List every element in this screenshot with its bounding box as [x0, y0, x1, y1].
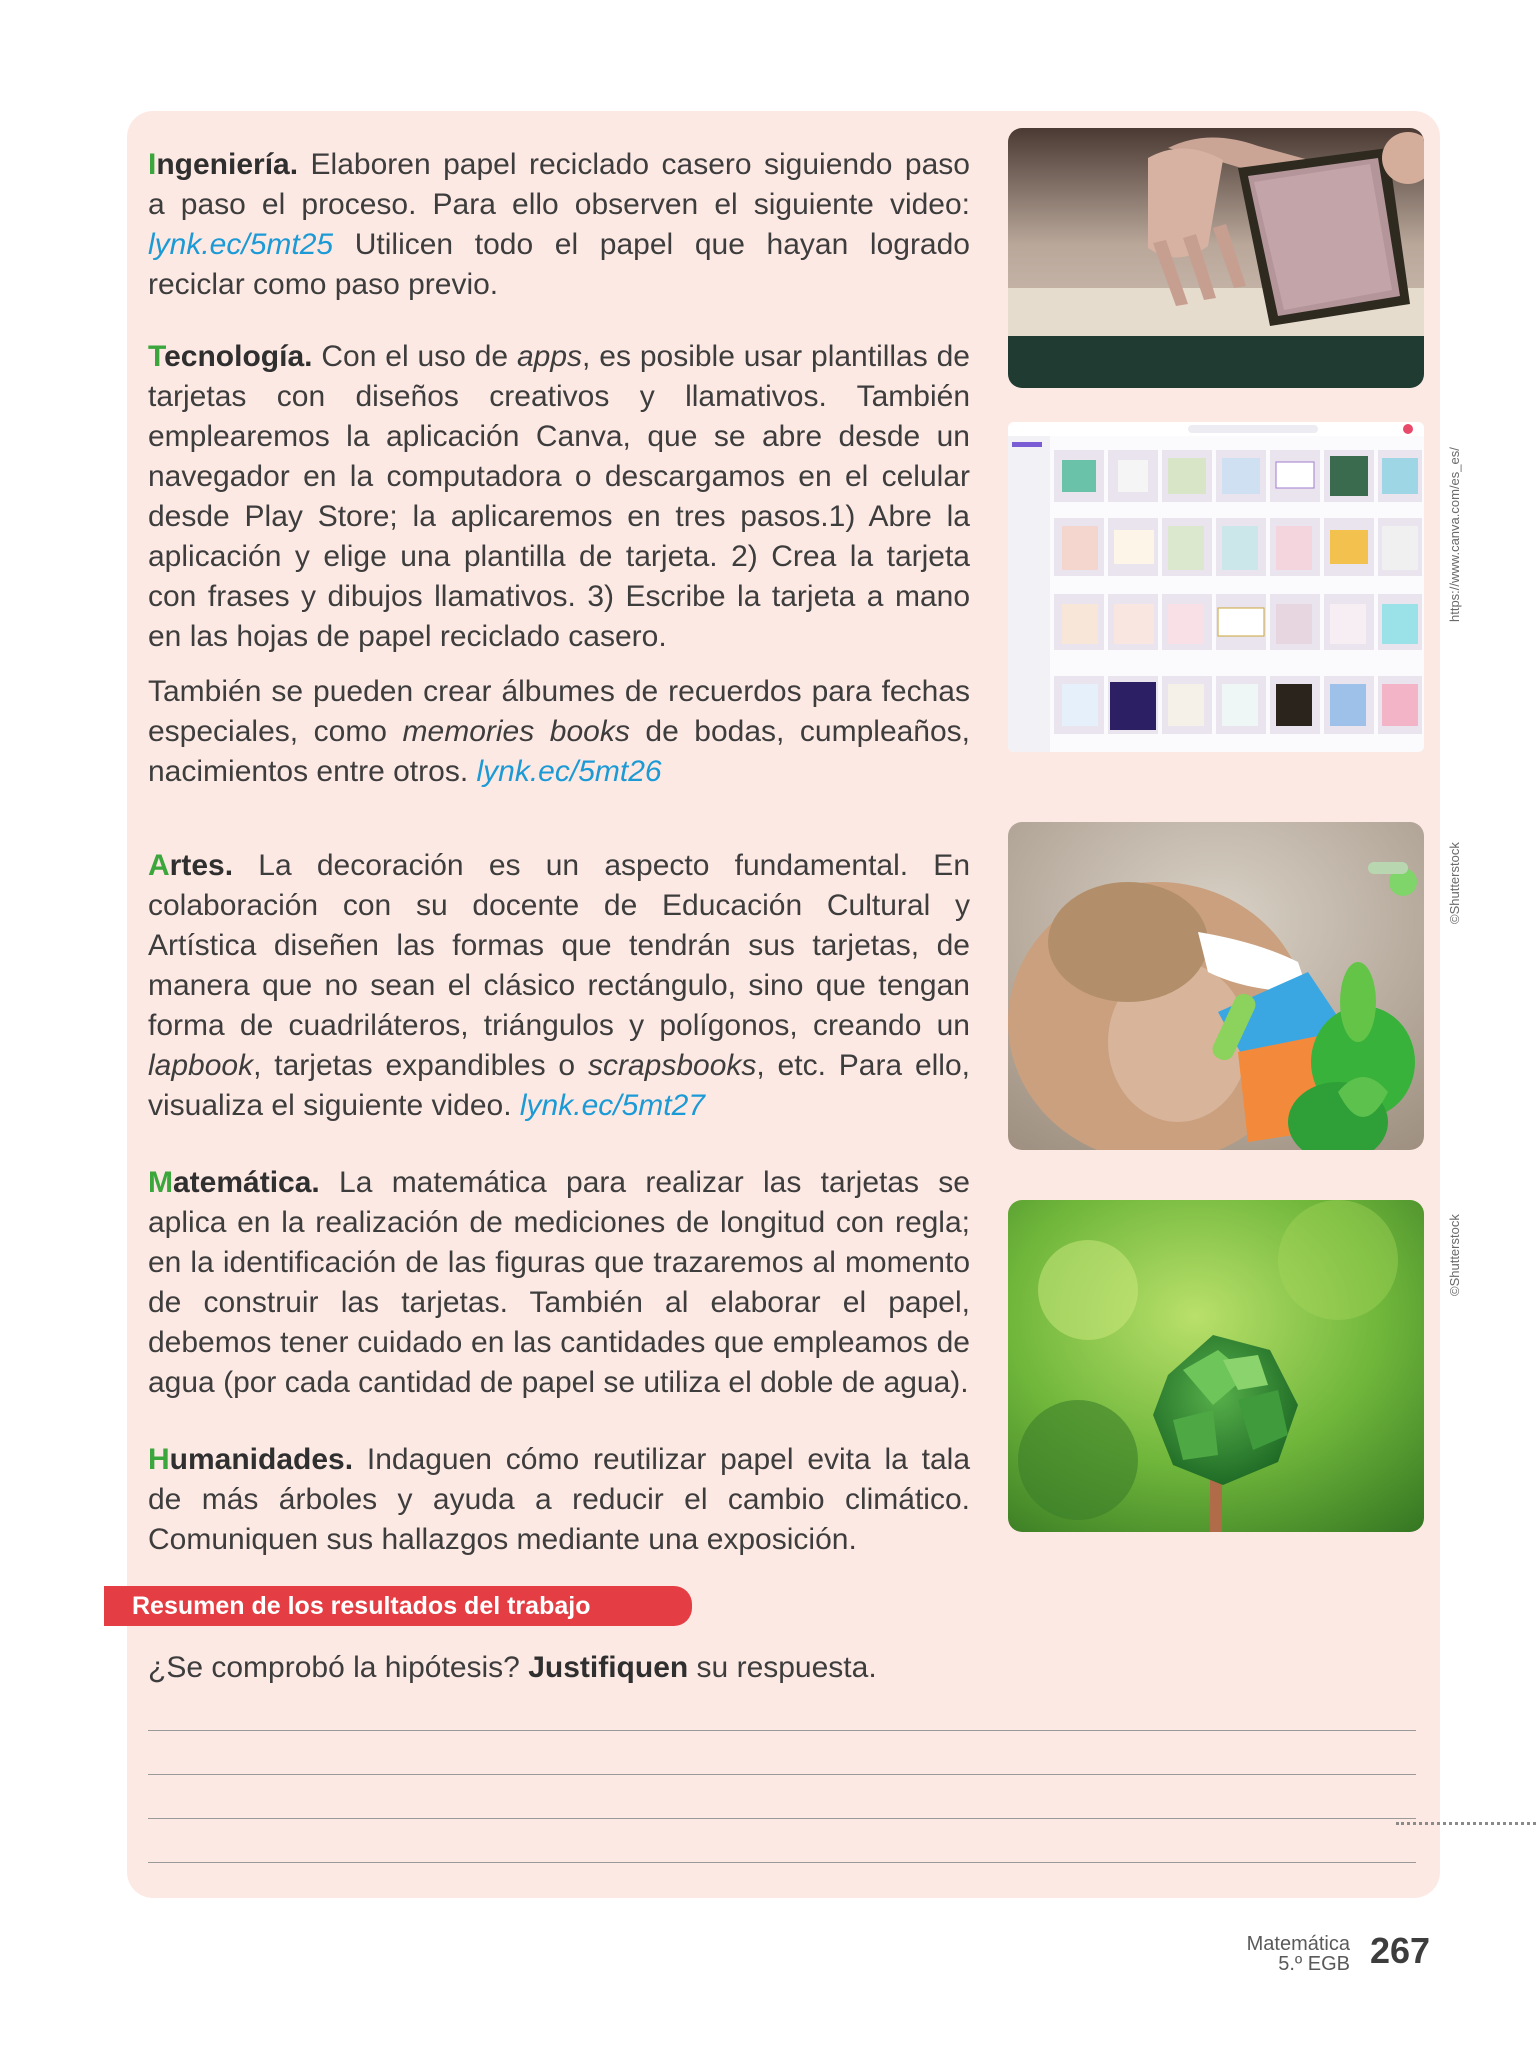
artes-heading: [148, 849, 233, 882]
page-number: 267: [1370, 1930, 1431, 1971]
matematica-paragraph: [148, 1163, 970, 1403]
ingenieria-text-1: Elaboren papel reciclado casero siguiendo paso a paso el proceso. Para ello observen el siguiente video:: [148, 148, 970, 221]
artes-paragraph: [148, 846, 970, 1126]
ingenieria-text-2: Utilicen todo el papel que hayan logrado reciclar como paso previo.: [148, 228, 970, 301]
question-text-2: su respuesta.: [688, 1651, 877, 1684]
answer-line-4[interactable]: [148, 1862, 1416, 1863]
canva-templates-screenshot: [1008, 422, 1424, 752]
albumes-text-2: de bodas, cumpleaños, nacimientos entre otros.: [148, 715, 971, 788]
artes-initial: A: [148, 849, 170, 882]
artes-em-lapbook: lapbook: [148, 1049, 254, 1082]
artes-text-1: La decoración es un aspecto fundamental. En colaboración con su docente de Educación Cultural y Artística diseñen las formas que tendrán sus tarjetas, de manera que no sean el clásico rectángulo, sino que tengan forma de cuadriláteros, triángulos y polígonos, creando un: [148, 849, 970, 1042]
question-text-1: ¿Se comprobó la hipótesis?: [148, 1651, 529, 1684]
green-paper-photo: [1008, 1200, 1424, 1532]
albumes-link[interactable]: lynk.ec/5mt26: [476, 755, 662, 788]
albumes-paragraph: [148, 672, 970, 792]
footer-subject: Matemática: [1246, 1933, 1350, 1955]
artes-em-scrapsbooks: scrapsbooks: [587, 1049, 757, 1082]
shutterstock-credit-2: ©Shutterstock: [1447, 1214, 1462, 1296]
tecnologia-initial: T: [148, 340, 165, 373]
artes-text-2: , tarjetas expandibles o: [253, 1049, 588, 1082]
ingenieria-title: ngeniería.: [156, 148, 299, 181]
question-bold: Justifiquen: [528, 1651, 689, 1684]
tecnologia-em-apps: apps: [516, 340, 583, 373]
matematica-title: atemática.: [173, 1166, 320, 1199]
humanidades-text-1: Indaguen cómo reutilizar papel evita la tala de más árboles y ayuda a reducir el cambio climático. Comuniquen sus hallazgos mediante una exposición.: [148, 1443, 970, 1556]
canva-credit: https://www.canva.com/es_es/: [1447, 447, 1462, 622]
artes-link[interactable]: lynk.ec/5mt27: [519, 1089, 705, 1122]
matematica-initial: M: [148, 1166, 173, 1199]
humanidades-initial: H: [148, 1443, 170, 1476]
tecnologia-title: ecnología.: [164, 340, 313, 373]
matematica-heading: [148, 1166, 320, 1199]
shutterstock-credit-1: ©Shutterstock: [1447, 842, 1462, 924]
footer-grade: 5.º EGB: [1278, 1953, 1350, 1975]
artes-title: rtes.: [169, 849, 234, 882]
ingenieria-link[interactable]: lynk.ec/5mt25: [148, 228, 334, 261]
resumen-banner: Resumen de los resultados del trabajo: [104, 1586, 692, 1626]
albumes-em-memories: memories books: [402, 715, 630, 748]
humanidades-title: umanidades.: [169, 1443, 354, 1476]
child-crafting-photo: [1008, 822, 1424, 1150]
ingenieria-heading: [148, 148, 298, 181]
answer-line-1[interactable]: [148, 1730, 1416, 1731]
tecnologia-heading: [148, 340, 312, 373]
answer-line-3[interactable]: [148, 1818, 1416, 1819]
dotted-margin-line: [1396, 1822, 1536, 1825]
tecnologia-text-1: Con el uso de: [312, 340, 517, 373]
tecnologia-paragraph: [148, 337, 970, 657]
artes-text-3: , etc. Para ello, visualiza el siguiente video.: [148, 1049, 970, 1122]
matematica-text-1: La matemática para realizar las tarjetas se aplica en la realización de mediciones de longitud con regla; en la identificación de las figuras que trazaremos al momento de construir las tarjetas. También al elaborar el papel, debemos tener cuidado en las cantidades que empleamos de agua (por cada cantidad de papel se utiliza el doble de agua).: [148, 1166, 970, 1399]
answer-line-2[interactable]: [148, 1774, 1416, 1775]
footer-subject-block: [1247, 1934, 1350, 1974]
albumes-text-1: También se pueden crear álbumes de recuerdos para fechas especiales, como: [148, 675, 970, 748]
hypothesis-question: [148, 1648, 877, 1688]
humanidades-paragraph: [148, 1440, 970, 1560]
recycled-paper-photo: [1008, 128, 1424, 388]
ingenieria-initial: I: [148, 148, 157, 181]
ingenieria-paragraph: [148, 145, 970, 305]
humanidades-heading: [148, 1443, 353, 1476]
tecnologia-text-2: , es posible usar plantillas de tarjetas con diseños creativos y llamativos. También emplearemos la aplicación Canva, que se abre desde un navegador en la computadora o descargamos en el celular desde Play Store; la aplicaremos en tres pasos.1) Abre la aplicación y elige una plantilla de tarjeta. 2) Crea la tarjeta con frases y dibujos llamativos. 3) Escribe la tarjeta a mano en las hojas de papel reciclado casero.: [148, 340, 970, 653]
